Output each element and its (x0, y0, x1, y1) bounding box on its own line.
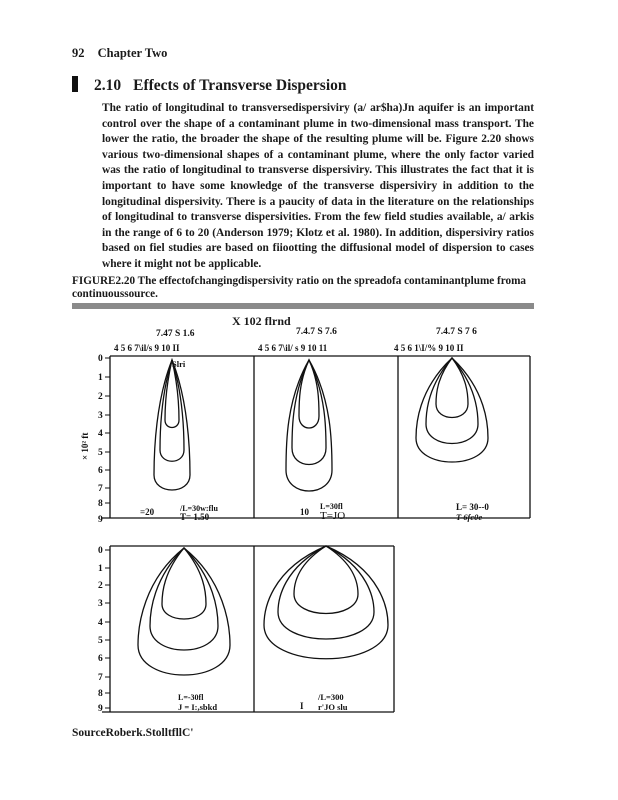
y-tick-b3: 3 (98, 599, 103, 609)
panel-1-plume (154, 360, 190, 490)
figure-rule (72, 303, 534, 309)
panel-5-label-b: /L=300 (318, 692, 344, 702)
panel-3-plume (416, 358, 488, 462)
panel-1-label-b: /L=30w:flu (180, 504, 218, 513)
y-tick-5: 5 (98, 448, 103, 458)
panel-1-label-c: T= 1.50 (180, 512, 210, 522)
panel-2-top-numbers: 7.4.7 S 7.6 (296, 327, 337, 337)
panel-5-label-a: I (300, 701, 304, 711)
y-tick-9: 9 (98, 515, 103, 525)
y-tick-1: 1 (98, 373, 103, 383)
y-tick-7: 7 (98, 484, 103, 494)
page-number: 92 (72, 46, 85, 60)
figure-caption: FIGURE2.20 The effectofchangingdispersivity ratio on the spreadofa contaminantplume froma continuoussource. (72, 275, 527, 300)
panel-1-frame (102, 356, 254, 518)
panel-1-axis-ticks: 4 5 6 7\il/s 9 10 II (114, 343, 180, 353)
panel-4-frame (102, 546, 254, 712)
body-paragraph: The ratio of longitudinal to transversedispersiviry (a/ ar$ha)Jn aquifer is an important control over the shape of a contaminant plume in two-dimensional mass transport. The lower the ratio, the broader the shape of the resulting plume will be. Figure 2.20 shows various two-dimensional shapes of a contaminant plume, where the only factor varied was the ratio of longitudinal to transverse dispersiviry. This illustrates the fact that it is important to have some knowledge of the transverse dispersiviry in addition to the longitudinal dispersivity. There is a paucity of data in the literature on the relationships of longitudinal to transverse dispersivities. From the few field studies available, a/ arkis in the range of 6 to 20 (Anderson 1979; Klotz et al. 1980). In addition, dispersiviry ratios based on fiel studies are based on fiiootting the diffusional model of dispersion to cases where it might not be applicable. (102, 102, 534, 270)
panel-5-frame (254, 546, 394, 712)
figure-panels (72, 320, 542, 722)
panel-2-label-a: 10 (300, 507, 309, 517)
panel-1-label-a: =20 (140, 507, 155, 517)
panel-3-label-c: T-6fc0e (456, 512, 483, 522)
y-tick-b6: 6 (98, 654, 103, 664)
y-tick-b2: 2 (98, 581, 103, 591)
panel-3-axis-ticks: 4 5 6 1\I/% 9 10 II (394, 343, 464, 353)
page-header (72, 46, 167, 61)
panel-4-label-c: J = I:,sbkd (178, 702, 218, 712)
panel-2-label-c: T=JO (320, 510, 346, 522)
panel-1-top-numbers: 7.47 S 1.6 (156, 329, 195, 339)
section-heading (72, 76, 347, 95)
panel-1-inner-note: Slri (172, 359, 186, 369)
panel-3-top-numbers: 7.4.7 S 7 6 (436, 327, 477, 337)
y-tick-b7: 7 (98, 673, 103, 683)
y-tick-b8: 8 (98, 689, 103, 699)
panel-2-label-b: L=30fl (320, 502, 343, 511)
y-tick-6: 6 (98, 466, 103, 476)
y-tick-b1: 1 (98, 564, 103, 574)
y-tick-8: 8 (98, 499, 103, 509)
section-title-text: Effects of Transverse Dispersion (133, 77, 347, 94)
y-tick-0: 0 (98, 354, 103, 364)
section-number: 2.10 (94, 77, 122, 94)
panel-5-plume (264, 546, 388, 659)
y-tick-3: 3 (98, 411, 103, 421)
panel-4-label-b: L=-30fl (178, 693, 204, 702)
section-marker (72, 76, 78, 92)
panel-4-plume (138, 548, 230, 675)
y-tick-b4: 4 (98, 618, 103, 628)
y-tick-b0: 0 (98, 546, 103, 556)
figure-top-label: X 102 flrnd (232, 314, 291, 328)
panel-2-axis-ticks: 4 5 6 7\il/ s 9 10 11 (258, 343, 328, 353)
panel-2-plume (286, 360, 332, 491)
chapter-title: Chapter Two (97, 46, 168, 60)
figure-source: SourceRoberk.StolltfllC' (72, 727, 194, 739)
y-tick-4: 4 (98, 429, 103, 439)
y-tick-2: 2 (98, 392, 103, 402)
panel-5-label-c: r'JO slu (318, 702, 348, 712)
y-ticks (105, 358, 110, 708)
y-tick-b5: 5 (98, 636, 103, 646)
y-axis-label: × 10² ft (80, 432, 90, 460)
y-tick-b9: 9 (98, 704, 103, 714)
panel-3-label-b: L= 30--0 (456, 502, 489, 512)
